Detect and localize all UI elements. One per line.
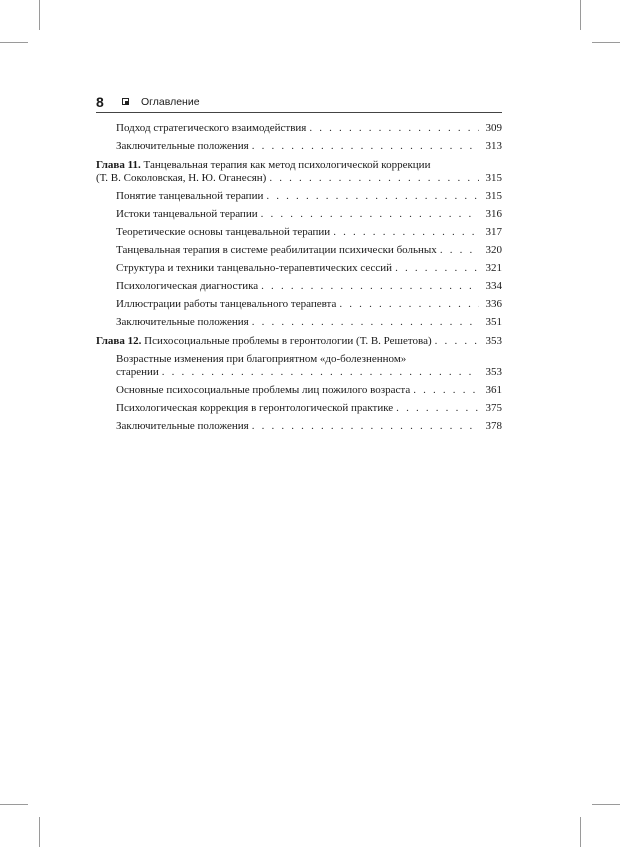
toc-entry <box>96 190 502 203</box>
leader-dots <box>269 172 479 185</box>
leader-dots <box>333 226 479 239</box>
toc-entry-page: 321 <box>485 262 502 274</box>
toc-entry-title-line: Возрастные изменения при благоприятном «до-болезненном» <box>116 353 407 365</box>
toc-entry <box>96 384 502 397</box>
crop-mark <box>580 817 581 847</box>
crop-mark <box>0 804 28 805</box>
leader-dots <box>440 244 479 257</box>
crop-mark <box>580 0 581 30</box>
leader-dots <box>266 190 479 203</box>
square-bullet-icon <box>122 98 129 105</box>
chapter-heading <box>96 335 502 348</box>
toc-entry-page: 334 <box>485 280 502 292</box>
chapter-title-line: (Т. В. Соколовская, Н. Ю. Оганесян) <box>96 172 267 184</box>
leader-dots <box>395 262 479 275</box>
toc-entry-title: Структура и техники танцевально-терапевтических сессий <box>116 262 393 274</box>
toc-entry <box>96 420 502 433</box>
table-of-contents <box>96 122 502 438</box>
chapter-page: 315 <box>485 172 502 184</box>
chapter-label: Глава 11. <box>96 159 141 171</box>
toc-entry-title: Основные психосоциальные проблемы лиц пожилого возраста <box>116 384 411 396</box>
toc-entry-title: Истоки танцевальной терапии <box>116 208 258 220</box>
toc-entry-page: 315 <box>485 190 502 202</box>
toc-entry <box>96 280 502 293</box>
header-title: Оглавление <box>141 96 200 108</box>
toc-entry <box>96 353 502 379</box>
chapter-title-line: Танцевальная терапия как метод психологической коррекции <box>143 159 431 171</box>
leader-dots <box>252 420 479 433</box>
crop-mark <box>39 0 40 30</box>
chapter-label: Глава 12. <box>96 335 142 347</box>
toc-entry <box>96 140 502 153</box>
leader-dots <box>396 402 479 415</box>
toc-entry-page: 351 <box>485 316 502 328</box>
chapter-heading <box>96 159 502 185</box>
leader-dots <box>252 316 479 329</box>
leader-dots <box>261 280 479 293</box>
toc-entry-title: Заключительные положения <box>116 420 249 432</box>
leader-dots <box>435 335 479 348</box>
toc-entry-page: 320 <box>485 244 502 256</box>
toc-entry-title: Заключительные положения <box>116 140 249 152</box>
toc-entry-page: 378 <box>485 420 502 432</box>
toc-entry-page: 313 <box>485 140 502 152</box>
crop-mark <box>592 42 620 43</box>
leader-dots <box>162 366 479 379</box>
toc-entry <box>96 316 502 329</box>
toc-entry <box>96 208 502 221</box>
toc-entry <box>96 122 502 135</box>
toc-entry-title: старении <box>116 366 159 378</box>
toc-entry <box>96 226 502 239</box>
toc-entry-page: 375 <box>485 402 502 414</box>
toc-entry-page: 309 <box>485 122 502 134</box>
toc-entry <box>96 244 502 257</box>
leader-dots <box>252 140 479 153</box>
leader-dots <box>261 208 479 221</box>
crop-mark <box>39 817 40 847</box>
toc-entry-page: 336 <box>485 298 502 310</box>
chapter-title-line: Психосоциальные проблемы в геронтологии (Т. В. Решетова) <box>144 335 432 347</box>
toc-entry-page: 353 <box>485 366 502 378</box>
crop-mark <box>0 42 28 43</box>
toc-entry-title: Заключительные положения <box>116 316 249 328</box>
toc-entry <box>96 402 502 415</box>
toc-entry <box>96 262 502 275</box>
page-number: 8 <box>96 94 104 110</box>
toc-entry <box>96 298 502 311</box>
toc-entry-title: Понятие танцевальной терапии <box>116 190 264 202</box>
toc-entry-title: Теоретические основы танцевальной терапии <box>116 226 331 238</box>
toc-entry-title: Танцевальная терапия в системе реабилитации психически больных <box>116 244 437 256</box>
chapter-page: 353 <box>485 335 502 347</box>
leader-dots <box>339 298 479 311</box>
toc-entry-title: Подход стратегического взаимодействия <box>116 122 307 134</box>
toc-entry-title: Психологическая диагностика <box>116 280 259 292</box>
toc-entry-title: Иллюстрации работы танцевального терапевта <box>116 298 337 310</box>
toc-entry-title: Психологическая коррекция в геронтологической практике <box>116 402 394 414</box>
crop-mark <box>592 804 620 805</box>
leader-dots <box>309 122 479 135</box>
leader-dots <box>413 384 479 397</box>
toc-entry-page: 316 <box>485 208 502 220</box>
toc-entry-page: 361 <box>485 384 502 396</box>
toc-entry-page: 317 <box>485 226 502 238</box>
running-header <box>96 92 502 113</box>
